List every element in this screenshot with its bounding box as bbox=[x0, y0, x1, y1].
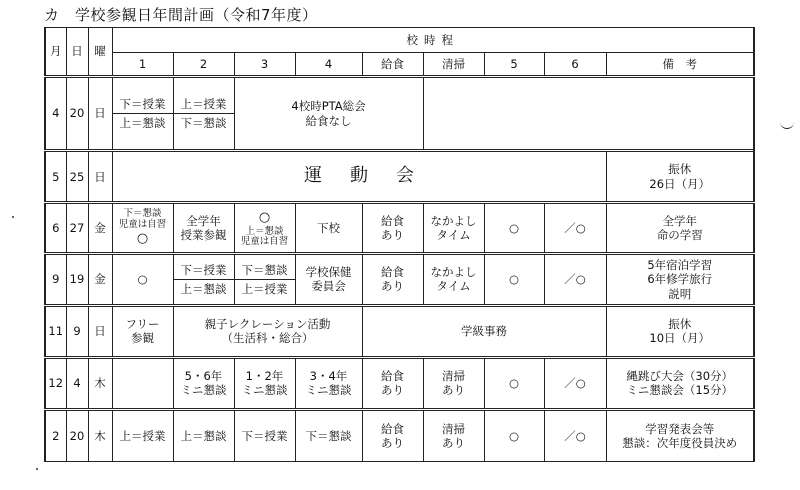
circle-mark: ○ bbox=[136, 231, 149, 247]
cell-text: 給食 bbox=[381, 421, 404, 436]
cell-text: あり bbox=[381, 435, 404, 450]
header-period-6: 6 bbox=[544, 53, 606, 77]
cell-text: 学習発表会等 bbox=[645, 421, 715, 436]
cell-period-5: ○ bbox=[484, 254, 544, 305]
cell-text: 給食なし bbox=[305, 113, 352, 128]
cell-event bbox=[112, 151, 606, 203]
cell-text: 振休 bbox=[668, 162, 692, 177]
cell-period-1 bbox=[112, 305, 173, 357]
cell-weekday: 日 bbox=[88, 77, 112, 151]
cell-text: 4校時PTA総会 bbox=[291, 99, 366, 114]
cell-period-3 bbox=[234, 254, 295, 305]
cell-text: （生活科・総合） bbox=[221, 331, 314, 346]
cell-text: ミニ懇談会（15分） bbox=[626, 383, 734, 398]
cell-period-1 bbox=[112, 357, 173, 409]
cell-notes bbox=[606, 254, 754, 305]
header-month: 月 bbox=[45, 28, 66, 77]
event-title: 運動会 bbox=[304, 165, 442, 187]
cell-text: 清掃 bbox=[442, 368, 465, 383]
cell-text: 上＝授業 bbox=[174, 97, 234, 114]
cell-period-2 bbox=[173, 77, 234, 151]
cell-period-6: ／○ bbox=[544, 357, 606, 409]
cell-weekday: 日 bbox=[88, 151, 112, 203]
table-row bbox=[45, 409, 754, 461]
schedule-table bbox=[44, 27, 755, 462]
cell-month: 9 bbox=[45, 254, 66, 305]
cell-period-6: ／○ bbox=[544, 409, 606, 461]
cell-text: 下＝懇談 bbox=[180, 116, 227, 131]
cell-period-3 bbox=[234, 357, 295, 409]
cell-period-5: ○ bbox=[484, 357, 544, 409]
header-weekday: 曜 bbox=[88, 28, 112, 77]
cell-period-6: ／○ bbox=[544, 254, 606, 305]
cell-period-2: 上＝懇談 bbox=[173, 409, 234, 461]
cell-periods-3-4 bbox=[234, 77, 423, 151]
cell-notes bbox=[606, 409, 754, 461]
cell-text: 参観 bbox=[131, 331, 154, 346]
cell-empty bbox=[423, 77, 754, 151]
cell-text: 上＝授業 bbox=[241, 281, 288, 296]
cell-text: 下＝授業 bbox=[174, 263, 234, 280]
cell-text: あり bbox=[442, 383, 465, 398]
cell-text: 5・6年 bbox=[184, 368, 223, 383]
cell-weekday: 木 bbox=[88, 409, 112, 461]
cell-text: ミニ懇談 bbox=[241, 383, 288, 398]
cell-notes bbox=[606, 305, 754, 357]
header-periods-title: 校時程 bbox=[112, 28, 754, 53]
cell-text: 説明 bbox=[668, 286, 692, 301]
cell-text: なかよし bbox=[430, 213, 477, 228]
cell-text: 親子レクレーション活動 bbox=[204, 316, 331, 331]
table-row bbox=[45, 254, 754, 305]
cell-weekday: 金 bbox=[88, 203, 112, 254]
cell-day: 9 bbox=[66, 305, 88, 357]
header-period-2: 2 bbox=[173, 53, 234, 77]
cell-period-4: 下校 bbox=[295, 203, 362, 254]
cell-cleaning bbox=[423, 203, 484, 254]
cell-text: 全学年 bbox=[186, 213, 221, 228]
speck bbox=[12, 216, 14, 218]
cell-text: ミニ懇談 bbox=[305, 383, 352, 398]
cell-text: 全学年 bbox=[662, 213, 697, 228]
cell-period-5: ○ bbox=[484, 203, 544, 254]
cell-period-2 bbox=[173, 254, 234, 305]
header-row bbox=[45, 28, 754, 53]
header-period-3: 3 bbox=[234, 53, 295, 77]
cell-period-2 bbox=[173, 203, 234, 254]
cell-text: 上＝懇談 bbox=[245, 225, 284, 237]
cell-day: 27 bbox=[66, 203, 88, 254]
table-row bbox=[45, 357, 754, 409]
cell-notes bbox=[606, 203, 754, 254]
cell-lunch bbox=[362, 254, 423, 305]
header-cleaning: 清掃 bbox=[423, 53, 484, 77]
table-row bbox=[45, 305, 754, 357]
header-day: 日 bbox=[66, 28, 88, 77]
cell-lunch bbox=[362, 203, 423, 254]
cell-month: 5 bbox=[45, 151, 66, 203]
circle-mark: ○ bbox=[258, 210, 271, 226]
cell-text: 振休 bbox=[668, 316, 692, 331]
cell-month: 11 bbox=[45, 305, 66, 357]
cell-text: 3・4年 bbox=[309, 368, 348, 383]
cell-month: 6 bbox=[45, 203, 66, 254]
cell-month: 4 bbox=[45, 77, 66, 151]
cell-period-3 bbox=[234, 203, 295, 254]
cell-lunch bbox=[362, 357, 423, 409]
cell-cleaning bbox=[423, 357, 484, 409]
cell-weekday: 日 bbox=[88, 305, 112, 357]
cell-text: あり bbox=[381, 228, 404, 243]
cell-day: 20 bbox=[66, 77, 88, 151]
cell-period-4: 下＝懇談 bbox=[295, 409, 362, 461]
cell-period-1 bbox=[112, 77, 173, 151]
margin-mark bbox=[780, 120, 794, 129]
cell-month: 12 bbox=[45, 357, 66, 409]
cell-text: 給食 bbox=[381, 265, 404, 280]
cell-notes bbox=[606, 151, 754, 203]
cell-lunch bbox=[362, 409, 423, 461]
cell-text: タイム bbox=[436, 279, 471, 294]
cell-period-4 bbox=[295, 357, 362, 409]
cell-weekday: 木 bbox=[88, 357, 112, 409]
cell-text: 上＝懇談 bbox=[119, 116, 166, 131]
cell-text: 授業参観 bbox=[180, 228, 227, 243]
cell-text: 10日（月） bbox=[649, 331, 711, 346]
cell-day: 25 bbox=[66, 151, 88, 203]
cell-text: 6年修学旅行 bbox=[647, 272, 713, 287]
cell-text: タイム bbox=[436, 228, 471, 243]
cell-text: ミニ懇談 bbox=[180, 383, 227, 398]
cell-text: 児童は自習 bbox=[240, 236, 289, 248]
header-period-5: 5 bbox=[484, 53, 544, 77]
cell-weekday: 金 bbox=[88, 254, 112, 305]
cell-text: 下＝懇談 bbox=[123, 208, 162, 220]
cell-period-1: 上＝授業 bbox=[112, 409, 173, 461]
cell-text: 委員会 bbox=[311, 279, 346, 294]
table-row bbox=[45, 77, 754, 151]
cell-text: 児童は自習 bbox=[118, 218, 167, 230]
cell-period-3: 下＝授業 bbox=[234, 409, 295, 461]
cell-day: 20 bbox=[66, 409, 88, 461]
cell-day: 19 bbox=[66, 254, 88, 305]
cell-class-admin: 学級事務 bbox=[362, 305, 606, 357]
cell-text: 26日（月） bbox=[649, 176, 711, 191]
cell-text: あり bbox=[381, 279, 404, 294]
cell-text: 命の学習 bbox=[656, 228, 703, 243]
cell-text: あり bbox=[442, 435, 465, 450]
cell-text: 縄跳び大会（30分） bbox=[626, 368, 734, 383]
cell-period-4 bbox=[295, 254, 362, 305]
cell-text: 下＝授業 bbox=[113, 97, 173, 114]
cell-cleaning bbox=[423, 409, 484, 461]
table-row bbox=[45, 151, 754, 203]
table-row bbox=[45, 203, 754, 254]
cell-period-1 bbox=[112, 203, 173, 254]
cell-periods-2-4 bbox=[173, 305, 362, 357]
header-notes: 備 考 bbox=[606, 53, 754, 77]
header-lunch: 給食 bbox=[362, 53, 423, 77]
cell-period-2 bbox=[173, 357, 234, 409]
cell-period-6: ／○ bbox=[544, 203, 606, 254]
cell-text: あり bbox=[381, 383, 404, 398]
header-subrow bbox=[45, 53, 754, 77]
cell-text: 清掃 bbox=[442, 421, 465, 436]
cell-cleaning bbox=[423, 254, 484, 305]
cell-text: 懇談：次年度役員決め bbox=[622, 435, 738, 450]
cell-text: 学校保健 bbox=[305, 265, 352, 280]
cell-text: フリー bbox=[125, 316, 160, 331]
cell-text: 下＝懇談 bbox=[235, 263, 295, 280]
cell-period-1: ○ bbox=[112, 254, 173, 305]
cell-text: 上＝懇談 bbox=[180, 281, 227, 296]
cell-notes bbox=[606, 357, 754, 409]
cell-text: 5年宿泊学習 bbox=[647, 257, 713, 272]
header-period-1: 1 bbox=[112, 53, 173, 77]
cell-text: 給食 bbox=[381, 368, 404, 383]
header-period-4: 4 bbox=[295, 53, 362, 77]
cell-text: なかよし bbox=[430, 265, 477, 280]
cell-text: 給食 bbox=[381, 213, 404, 228]
cell-month: 2 bbox=[45, 409, 66, 461]
page-title: カ 学校参観日年間計画（令和7年度） bbox=[44, 6, 318, 24]
speck bbox=[36, 468, 38, 470]
cell-day: 4 bbox=[66, 357, 88, 409]
cell-text: 1・2年 bbox=[245, 368, 284, 383]
cell-period-5: ○ bbox=[484, 409, 544, 461]
